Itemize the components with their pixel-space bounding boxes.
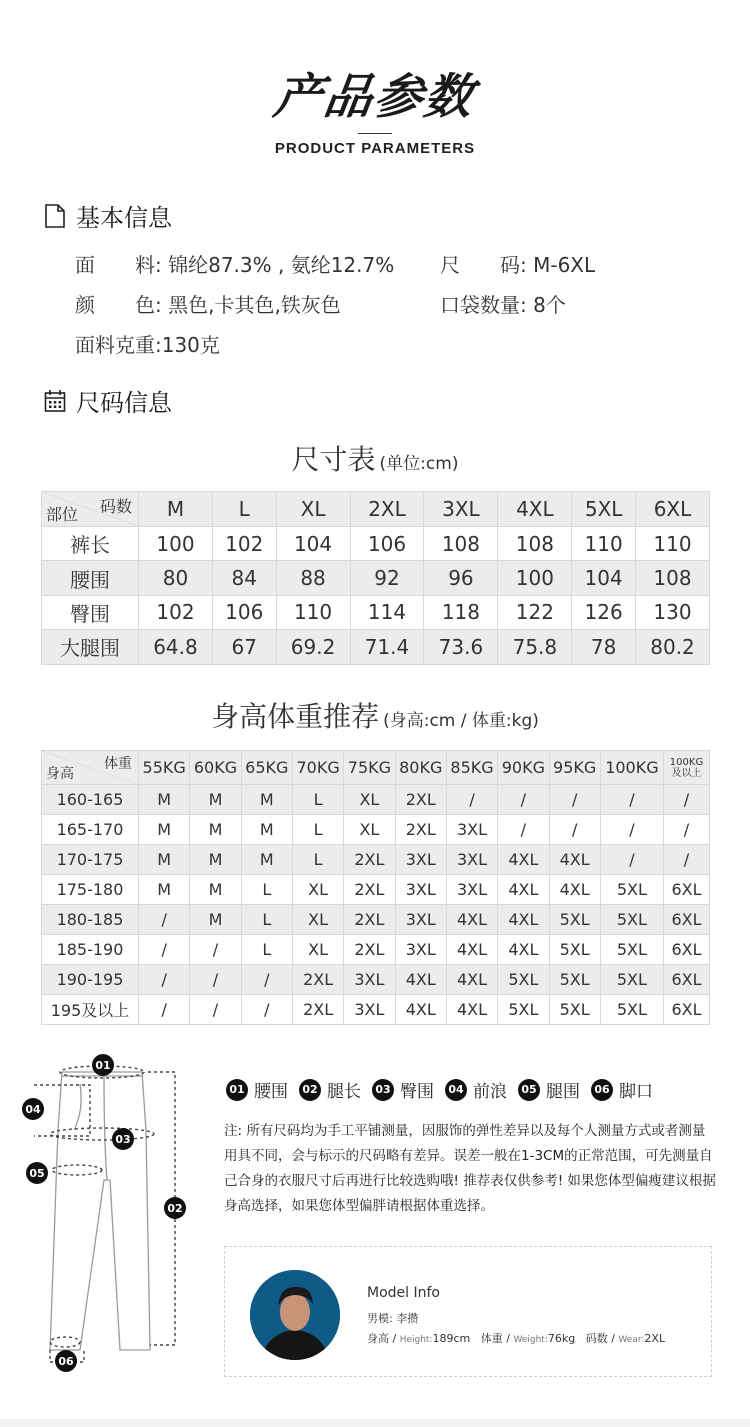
table-cell: / (549, 815, 600, 845)
size-table-title: 尺寸表 (291, 443, 376, 476)
table-cell: 122 (498, 595, 572, 629)
size-table-corner (42, 492, 139, 527)
model-name: 男模: 李攒 (367, 1312, 419, 1325)
weight-label: 体重 / (480, 1332, 510, 1345)
table-cell: 64.8 (139, 630, 213, 664)
size-info-title: 尺码信息 (76, 389, 172, 417)
size-table (41, 491, 710, 665)
table-cell: 6XL (664, 875, 710, 905)
table-cell: 67 (212, 630, 276, 664)
legend-label: 腿围 (546, 1082, 580, 1102)
table-cell: / (241, 965, 292, 995)
measurement-note: 注: 所有尺码均为手工平铺测量，因服饰的弹性差异以及每个人测量方式或者测量用具不同，会与标示的尺码略有差异。误差一般在1-3CM的正常范围，可先测量自己合身的衣服尺寸后再进行比较选购哦! 推荐表仅供参考! 如果您体型偏瘦建议根据身高选择，如果您体型偏胖请根据体重选择。 (224, 1123, 716, 1214)
diagram-marker: 06 (55, 1350, 77, 1372)
table-cell: 108 (498, 527, 572, 561)
table-cell: 78 (572, 630, 636, 664)
weight-header: 70KG (292, 751, 343, 785)
table-cell: 5XL (498, 965, 549, 995)
table-cell: / (549, 785, 600, 815)
table-cell: L (292, 815, 343, 845)
table-cell: 3XL (446, 875, 497, 905)
height-label: 身高 / (367, 1332, 397, 1345)
model-info-title: Model Info (367, 1285, 440, 1301)
table-cell: 5XL (549, 905, 600, 935)
table-cell: 84 (212, 561, 276, 595)
corner-part-label: 部位 (46, 505, 79, 524)
table-cell: 4XL (446, 995, 497, 1025)
table-cell: 4XL (395, 995, 446, 1025)
table-row (42, 595, 710, 629)
row-label: 185-190 (42, 935, 139, 965)
table-row (42, 785, 710, 815)
table-cell: M (190, 875, 241, 905)
fabric-info: 面 料: 锦纶87.3% , 氨纶12.7% (75, 253, 395, 277)
table-cell: 5XL (600, 875, 663, 905)
table-cell: 4XL (446, 905, 497, 935)
corner-size-label: 码数 (99, 497, 132, 516)
table-cell: 4XL (446, 935, 497, 965)
corner-weight-label: 体重 (104, 756, 132, 772)
table-cell: 104 (276, 527, 350, 561)
table-cell: 5XL (600, 995, 663, 1025)
table-cell: 100 (139, 527, 213, 561)
table-cell: / (600, 815, 663, 845)
diagram-marker: 01 (92, 1054, 114, 1076)
legend-number: 05 (518, 1079, 540, 1101)
row-label: 170-175 (42, 845, 139, 875)
table-cell: / (139, 905, 190, 935)
diagram-marker: 03 (112, 1128, 134, 1150)
table-cell: 2XL (292, 965, 343, 995)
table-cell: 4XL (395, 965, 446, 995)
document-icon (44, 204, 66, 228)
table-cell: 73.6 (424, 630, 498, 664)
table-cell: L (241, 905, 292, 935)
table-cell: 104 (572, 561, 636, 595)
table-cell: 2XL (344, 845, 395, 875)
wear-en-label: Wear: (618, 1335, 645, 1345)
table-cell: 5XL (600, 935, 663, 965)
table-cell: 106 (350, 527, 424, 561)
table-cell: 2XL (395, 785, 446, 815)
table-row (42, 845, 710, 875)
page-title: 产品参数 (270, 69, 479, 125)
table-cell: / (139, 935, 190, 965)
size-header: M (139, 492, 213, 527)
table-cell: 71.4 (350, 630, 424, 664)
weight-en-label: Weight: (513, 1335, 548, 1345)
model-wear-size: 2XL (644, 1332, 666, 1345)
rec-table-unit: (身高:cm / 体重:kg) (383, 711, 539, 731)
row-label: 165-170 (42, 815, 139, 845)
table-cell: 80 (139, 561, 213, 595)
table-cell: M (190, 905, 241, 935)
model-photo (250, 1270, 340, 1360)
calendar-icon (44, 389, 66, 413)
table-cell: 96 (424, 561, 498, 595)
table-cell: 3XL (344, 965, 395, 995)
table-cell: 3XL (395, 845, 446, 875)
table-cell: 5XL (549, 995, 600, 1025)
table-cell: 118 (424, 595, 498, 629)
page-subtitle: PRODUCT PARAMETERS (274, 140, 476, 157)
table-cell: 108 (635, 561, 709, 595)
size-table-unit: (单位:cm) (379, 454, 459, 474)
legend-number: 04 (445, 1079, 467, 1101)
table-cell: 75.8 (498, 630, 572, 664)
weight-header: 95KG (549, 751, 600, 785)
weight-header: 55KG (139, 751, 190, 785)
table-cell: 3XL (395, 875, 446, 905)
table-cell: / (190, 935, 241, 965)
legend-number: 06 (591, 1079, 613, 1101)
table-cell: 110 (276, 595, 350, 629)
measurement-legend (226, 1077, 664, 1102)
legend-label: 脚口 (619, 1082, 653, 1102)
legend-label: 腿长 (327, 1082, 361, 1102)
basic-info-heading (44, 198, 172, 233)
weight-header: 100KG (600, 751, 663, 785)
table-cell: 3XL (395, 905, 446, 935)
size-info-heading (44, 383, 172, 418)
table-cell: 2XL (344, 905, 395, 935)
table-cell: L (292, 785, 343, 815)
table-cell: XL (292, 905, 343, 935)
table-cell: 130 (635, 595, 709, 629)
model-weight: 76kg (547, 1332, 576, 1345)
row-label: 160-165 (42, 785, 139, 815)
row-label: 190-195 (42, 965, 139, 995)
table-cell: 4XL (498, 905, 549, 935)
table-row (42, 935, 710, 965)
table-cell: 2XL (292, 995, 343, 1025)
table-cell: 3XL (344, 995, 395, 1025)
table-row (42, 965, 710, 995)
table-cell: L (241, 875, 292, 905)
table-cell: / (139, 965, 190, 995)
rec-header-row (42, 751, 710, 785)
table-cell: 69.2 (276, 630, 350, 664)
model-height: 189cm (432, 1332, 471, 1345)
table-cell: / (664, 815, 710, 845)
table-cell: M (190, 785, 241, 815)
fabric-weight-info: 面料克重:130克 (75, 333, 220, 357)
table-cell: 88 (276, 561, 350, 595)
table-cell: 2XL (395, 815, 446, 845)
table-cell: M (139, 785, 190, 815)
table-cell: 6XL (664, 905, 710, 935)
legend-item (518, 1077, 580, 1102)
table-cell: 5XL (600, 905, 663, 935)
table-cell: 4XL (498, 875, 549, 905)
table-cell: M (139, 845, 190, 875)
color-info: 颜 色: 黑色,卡其色,铁灰色 (75, 293, 341, 317)
size-header: 5XL (572, 492, 636, 527)
rec-table-corner (42, 751, 139, 785)
table-cell: XL (344, 785, 395, 815)
table-cell: 6XL (664, 995, 710, 1025)
table-row (42, 630, 710, 664)
row-label: 175-180 (42, 875, 139, 905)
table-cell: M (241, 785, 292, 815)
table-cell: M (241, 845, 292, 875)
model-info-card (224, 1246, 712, 1377)
table-cell: 5XL (549, 965, 600, 995)
wear-label: 码数 / (585, 1332, 615, 1345)
table-cell: 4XL (446, 965, 497, 995)
table-cell: 5XL (600, 965, 663, 995)
model-stats (367, 1330, 665, 1346)
table-cell: 102 (139, 595, 213, 629)
table-row (42, 905, 710, 935)
table-cell: 5XL (498, 995, 549, 1025)
weight-header: 65KG (241, 751, 292, 785)
pocket-info: 口袋数量: 8个 (440, 293, 566, 317)
legend-number: 03 (372, 1079, 394, 1101)
recommendation-table (41, 750, 710, 1025)
table-cell: 4XL (549, 845, 600, 875)
size-header: 6XL (635, 492, 709, 527)
table-cell: L (292, 845, 343, 875)
page-header (0, 58, 750, 157)
legend-item (226, 1077, 288, 1102)
table-cell: 110 (635, 527, 709, 561)
size-header: 4XL (498, 492, 572, 527)
table-cell: / (241, 995, 292, 1025)
basic-info-title: 基本信息 (76, 204, 172, 232)
table-row (42, 561, 710, 595)
size-header: XL (276, 492, 350, 527)
table-cell: 2XL (344, 875, 395, 905)
size-header: L (212, 492, 276, 527)
table-cell: 3XL (395, 935, 446, 965)
corner-height-label: 身高 (46, 766, 74, 782)
table-cell: / (664, 845, 710, 875)
table-cell: / (139, 995, 190, 1025)
table-cell: 110 (572, 527, 636, 561)
legend-item (445, 1077, 507, 1102)
weight-header: 80KG (395, 751, 446, 785)
diagram-marker: 04 (22, 1098, 44, 1120)
size-table-header-row (42, 492, 710, 527)
table-cell: 80.2 (635, 630, 709, 664)
table-cell: XL (292, 935, 343, 965)
size-header: 2XL (350, 492, 424, 527)
table-cell: / (664, 785, 710, 815)
table-cell: 102 (212, 527, 276, 561)
table-cell: XL (292, 875, 343, 905)
legend-item (591, 1077, 653, 1102)
row-label: 大腿围 (42, 630, 139, 664)
table-cell: / (498, 815, 549, 845)
size-table-heading (0, 438, 750, 478)
table-cell: XL (344, 815, 395, 845)
legend-number: 02 (299, 1079, 321, 1101)
table-cell: M (139, 815, 190, 845)
legend-label: 臀围 (400, 1082, 434, 1102)
table-cell: 6XL (664, 935, 710, 965)
table-cell: 126 (572, 595, 636, 629)
table-cell: / (190, 995, 241, 1025)
table-row (42, 875, 710, 905)
table-cell: M (190, 845, 241, 875)
table-row (42, 527, 710, 561)
table-cell: 4XL (549, 875, 600, 905)
table-cell: 4XL (498, 935, 549, 965)
table-cell: 6XL (664, 965, 710, 995)
table-cell: 108 (424, 527, 498, 561)
height-en-label: Height: (399, 1335, 433, 1345)
row-label: 195及以上 (42, 995, 139, 1025)
legend-label: 腰围 (254, 1082, 288, 1102)
weight-header: 75KG (344, 751, 395, 785)
table-cell: 2XL (344, 935, 395, 965)
weight-header (664, 751, 710, 785)
diagram-marker: 05 (26, 1162, 48, 1184)
table-cell: M (241, 815, 292, 845)
table-cell: / (190, 965, 241, 995)
table-cell: 3XL (446, 815, 497, 845)
table-cell: L (241, 935, 292, 965)
table-cell: 3XL (446, 845, 497, 875)
legend-item (299, 1077, 361, 1102)
footer-band (0, 1419, 750, 1427)
table-cell: 106 (212, 595, 276, 629)
table-cell: 114 (350, 595, 424, 629)
weight-header: 85KG (446, 751, 497, 785)
table-row (42, 815, 710, 845)
model-avatar (250, 1270, 340, 1360)
rec-table-title: 身高体重推荐 (211, 700, 380, 733)
table-cell: / (498, 785, 549, 815)
rec-table-heading (0, 695, 750, 735)
weight-header: 60KG (190, 751, 241, 785)
table-row (42, 995, 710, 1025)
weight-header: 90KG (498, 751, 549, 785)
row-label: 腰围 (42, 561, 139, 595)
weight-header-label: 100KG及以上 (669, 756, 704, 779)
size-range-info: 尺 码: M-6XL (440, 253, 596, 277)
legend-item (372, 1077, 434, 1102)
title-divider (358, 133, 392, 134)
table-cell: 100 (498, 561, 572, 595)
table-cell: M (139, 875, 190, 905)
table-cell: 4XL (498, 845, 549, 875)
legend-label: 前浪 (473, 1082, 507, 1102)
row-label: 180-185 (42, 905, 139, 935)
table-cell: 92 (350, 561, 424, 595)
size-header: 3XL (424, 492, 498, 527)
row-label: 裤长 (42, 527, 139, 561)
table-cell: / (600, 785, 663, 815)
legend-number: 01 (226, 1079, 248, 1101)
table-cell: / (446, 785, 497, 815)
row-label: 臀围 (42, 595, 139, 629)
diagram-marker: 02 (164, 1197, 186, 1219)
table-cell: / (600, 845, 663, 875)
table-cell: M (190, 815, 241, 845)
table-cell: 5XL (549, 935, 600, 965)
